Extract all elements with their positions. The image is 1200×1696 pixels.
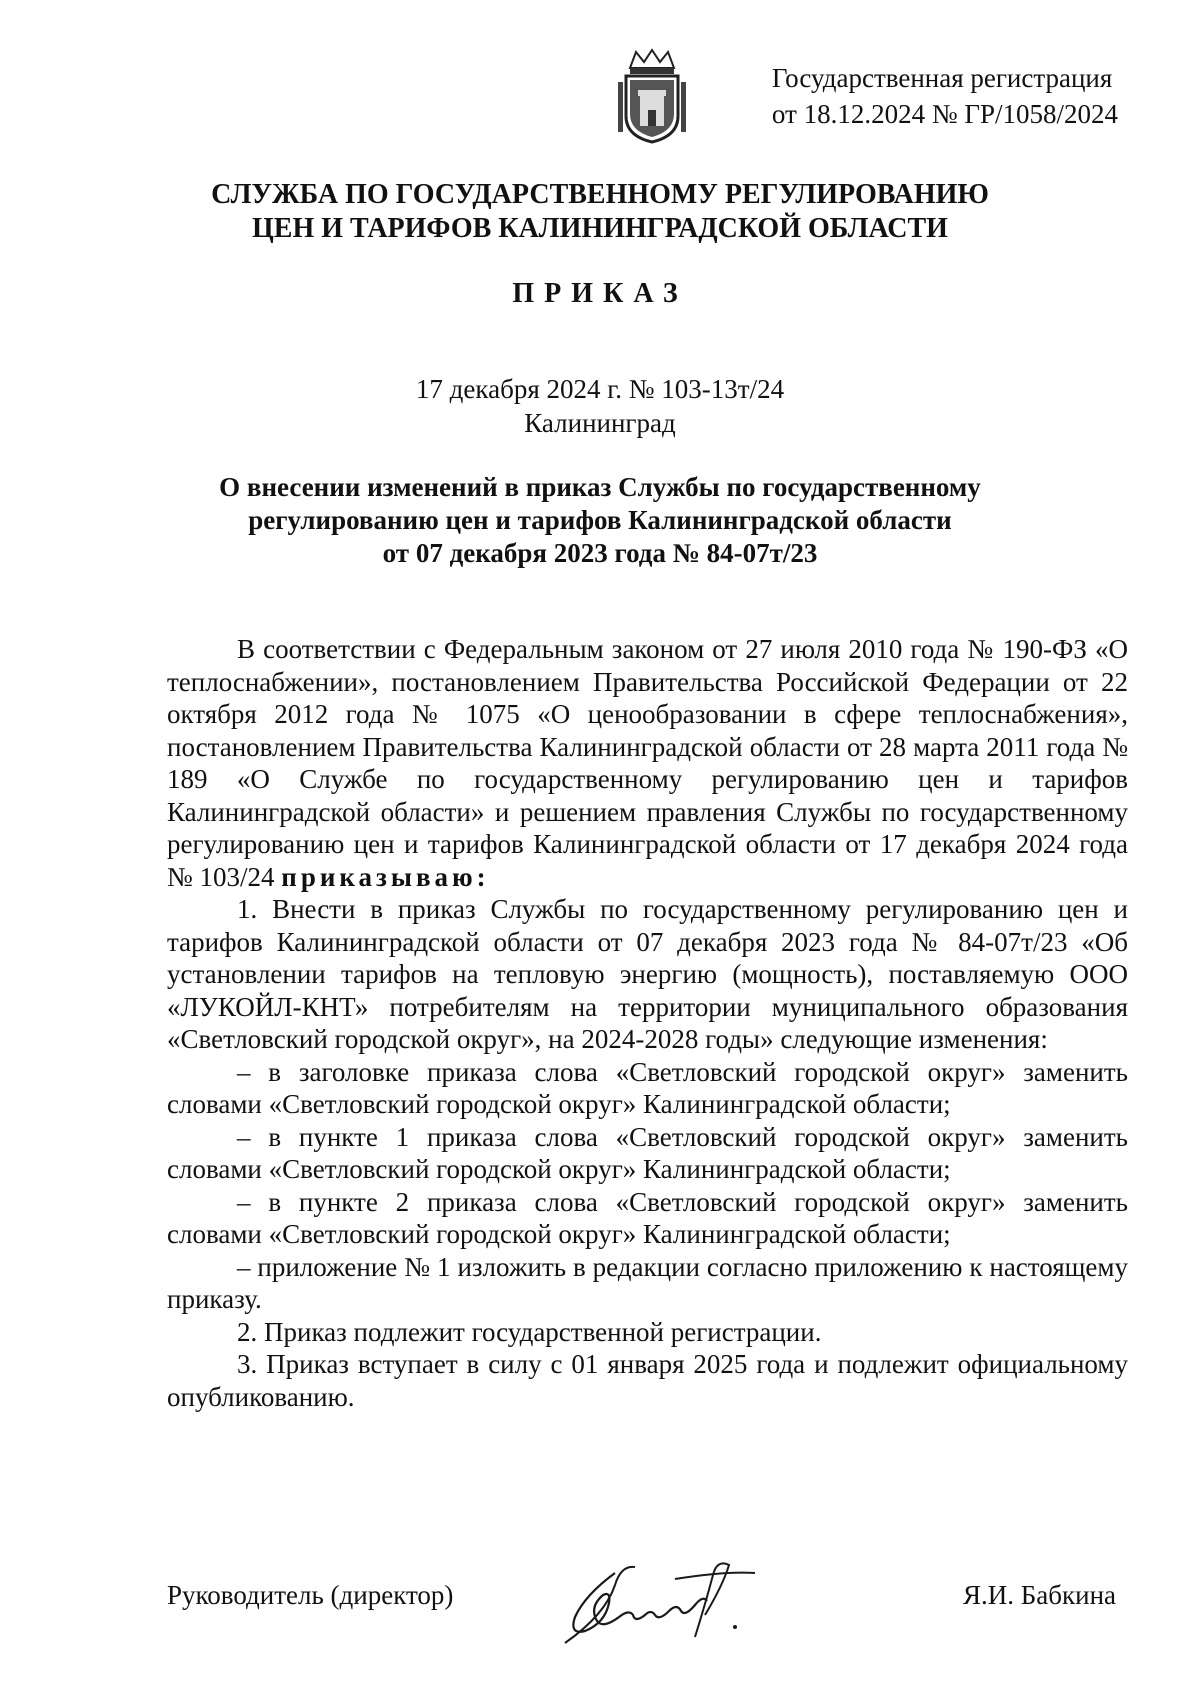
order-subject — [0, 471, 1200, 570]
change-item: – в пункте 2 приказа слова «Светловский городской округ» заменить словами «Светловский городской округ» Калининградской области; — [167, 1186, 1128, 1249]
subject-line-3: от 07 декабря 2023 года № 84-07т/23 — [382, 538, 818, 568]
kaliningrad-coat-of-arms-icon — [616, 46, 688, 146]
change-item: – в заголовке приказа слова «Светловский городской округ» заменить словами «Светловский городской округ» Калининградской области; — [167, 1056, 1128, 1119]
organization-line-2: ЦЕН И ТАРИФОВ КАЛИНИНГРАДСКОЙ ОБЛАСТИ — [252, 213, 948, 244]
registration-stamp — [772, 60, 1118, 132]
item-1: 1. Внести в приказ Службы по государственному регулированию цен и тарифов Калининградской области от 07 декабря 2023 года № 84-07т/23 «Об установлении тарифов на тепловую энергию (мощность), поставляемую ООО «ЛУКОЙЛ-КНТ» потребителям на территории муниципального образования «Светловский городской округ», на 2024-2028 годы» следующие изменения: — [167, 894, 1128, 1054]
item-2: 2. Приказ подлежит государственной регистрации. — [237, 1316, 822, 1347]
signer-position: Руководитель (директор) — [167, 1580, 454, 1610]
city: Калининград — [524, 408, 676, 438]
signer-name: Я.И. Бабкина — [963, 1580, 1116, 1610]
item-3: 3. Приказ вступает в силу с 01 января 2025 года и подлежит официальному опубликованию. — [167, 1349, 1128, 1412]
order-body — [167, 633, 1128, 1413]
registration-line-2: от 18.12.2024 № ГР/1058/2024 — [771, 99, 1118, 129]
change-item: – приложение № 1 изложить в редакции согласно приложению к настоящему приказу. — [167, 1251, 1128, 1314]
registration-line-1: Государственная регистрация — [771, 63, 1113, 93]
order-date-number: 17 декабря 2024 г. № 103-13т/24 — [415, 374, 785, 404]
handwritten-signature-icon — [545, 1545, 805, 1655]
date-and-number — [0, 372, 1200, 440]
order-word: приказываю: — [281, 861, 490, 892]
preamble-text: В соответствии с Федеральным законом от 27 июля 2010 года № 190-ФЗ «О теплоснабжении», постановлением Правительства Российской Федерации от 22 октября 2012 года № 1075 «О ценообразовании в сфере теплоснабжения», постановлением Правительства Калининградской области от 28 марта 2011 года № 189 «О Службе по государственному регулированию цен и тарифов Калининградской области» и решением правления Службы по государственному регулированию цен и тарифов Калининградской области от 17 декабря 2024 года № 103/24 — [167, 634, 1128, 892]
organization-line-1: СЛУЖБА ПО ГОСУДАРСТВЕННОМУ РЕГУЛИРОВАНИЮ — [211, 179, 989, 210]
preamble-paragraph — [167, 633, 1128, 893]
organization-name — [0, 178, 1200, 246]
document-type: ПРИКАЗ — [512, 278, 688, 309]
change-item: – в пункте 1 приказа слова «Светловский городской округ» заменить словами «Светловский городской округ» Калининградской области; — [167, 1121, 1128, 1184]
subject-line-2: регулированию цен и тарифов Калининградской области — [248, 505, 952, 535]
subject-line-1: О внесении изменений в приказ Службы по государственному — [219, 472, 981, 502]
